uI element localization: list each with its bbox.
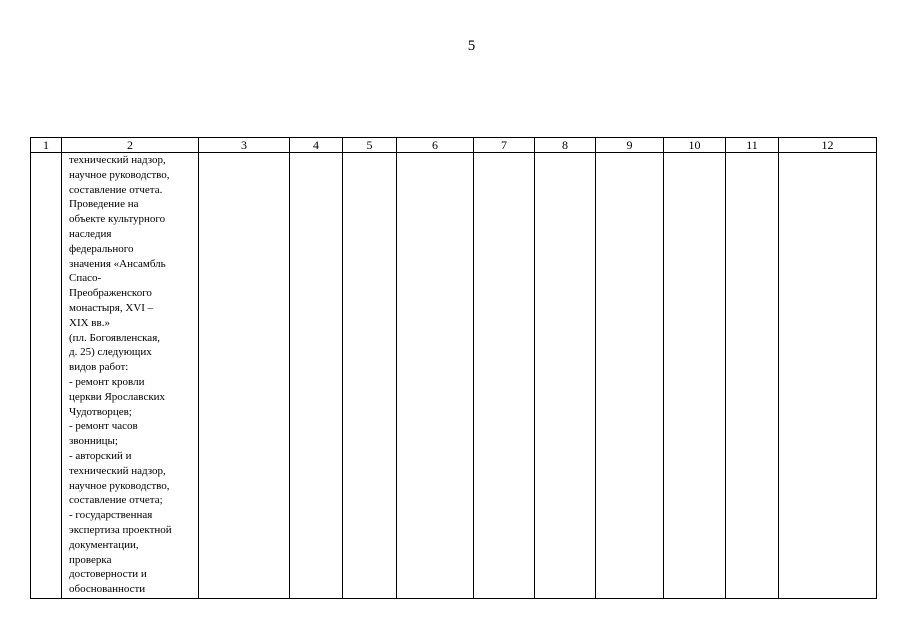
column-header-6: 6 — [397, 138, 474, 153]
column-header-8: 8 — [535, 138, 596, 153]
column-header-9: 9 — [596, 138, 664, 153]
table-cell-col-11 — [726, 153, 779, 599]
table-cell-col-9 — [596, 153, 664, 599]
table-cell-col-8 — [535, 153, 596, 599]
table-cell-col-10 — [664, 153, 726, 599]
table-cell-col-7 — [474, 153, 535, 599]
column-header-1: 1 — [31, 138, 62, 153]
column-header-4: 4 — [290, 138, 343, 153]
table-cell-col-2 — [62, 153, 199, 599]
column-header-10: 10 — [664, 138, 726, 153]
table-cell-col-1 — [31, 153, 62, 599]
table-row — [31, 153, 877, 599]
table-cell-col-6 — [397, 153, 474, 599]
table-cell-col-3 — [199, 153, 290, 599]
page-number: 5 — [467, 38, 476, 54]
column-header-3: 3 — [199, 138, 290, 153]
column-header-2: 2 — [62, 138, 199, 153]
column-header-5: 5 — [343, 138, 397, 153]
column-header-11: 11 — [726, 138, 779, 153]
work-description-text: технический надзор, научное руководство, составление отчета. Проведение на объекте культурного наследия федерального значения «Ансамбль Спасо- Преображенского монастыря, XVI – XIX вв.» (пл. Богоявленская, д. 25) следующих видов работ: - ремонт кровли церкви Ярославских Чудотворцев; - ремонт часов звонницы; - авторский и технический надзор, научное руководство, составление отчета; - государственная экспертиза проектной документации, проверка достоверности и обоснованности — [69, 154, 172, 596]
document-table — [30, 137, 877, 599]
table-cell-col-4 — [290, 153, 343, 599]
table-cell-col-12 — [779, 153, 877, 599]
column-header-12: 12 — [779, 138, 877, 153]
column-header-7: 7 — [474, 138, 535, 153]
header-row — [31, 138, 877, 153]
table-cell-col-5 — [343, 153, 397, 599]
